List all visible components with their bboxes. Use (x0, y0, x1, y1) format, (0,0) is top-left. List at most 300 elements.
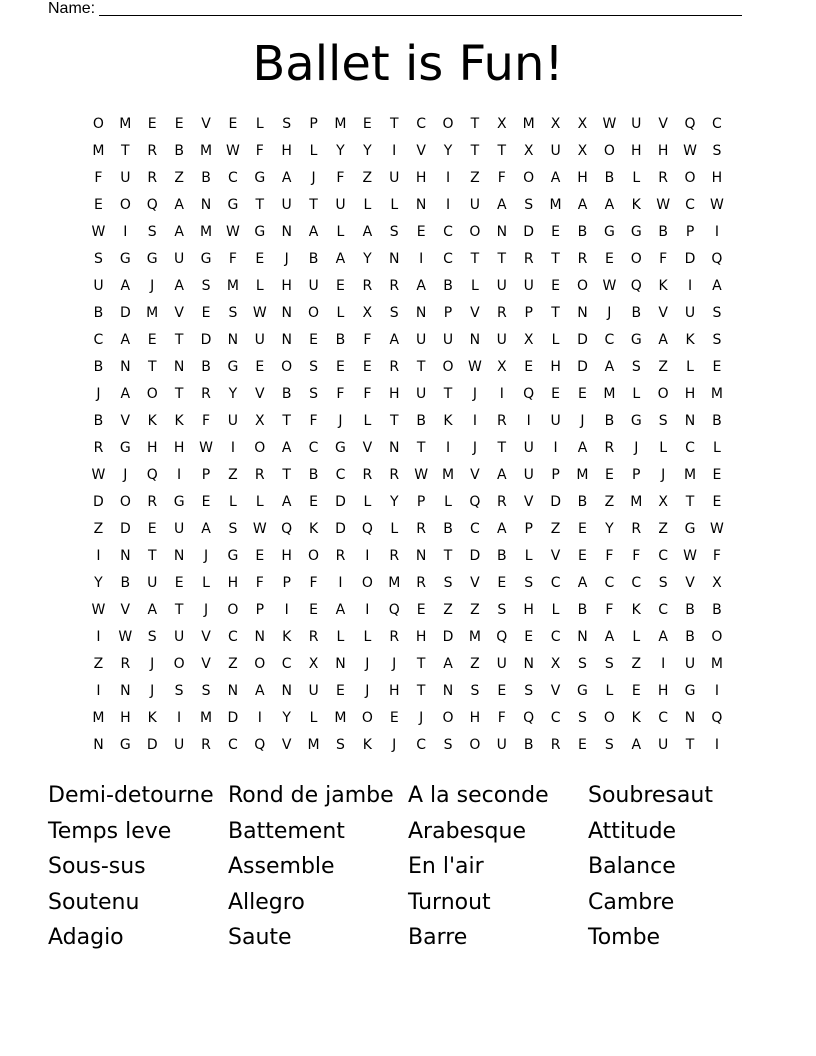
grid-letter: O (281, 359, 293, 375)
grid-letter: N (577, 305, 588, 321)
page-title: Ballet is Fun! (252, 36, 564, 92)
grid-letter: J (661, 467, 666, 483)
grid-letter: S (604, 656, 614, 672)
grid-letter: M (199, 710, 213, 726)
grid-letter: R (604, 440, 615, 456)
grid-letter: S (578, 710, 587, 726)
grid-letter: M (576, 467, 589, 483)
grid-letter: G (119, 251, 131, 267)
grid-letter: B (658, 224, 668, 240)
grid-letter: I (177, 467, 182, 483)
grid-letter: N (684, 413, 696, 429)
grid-letter: A (658, 629, 668, 645)
grid-letter: A (712, 278, 722, 294)
grid-letter: U (173, 251, 185, 267)
grid-letter: H (550, 359, 561, 375)
grid-letter: N (415, 197, 427, 213)
word-list (48, 778, 768, 956)
grid-letter: E (336, 683, 345, 699)
grid-letter: L (686, 359, 694, 375)
grid-letter: G (146, 251, 158, 267)
grid-letter: K (308, 521, 319, 537)
grid-letter: U (416, 386, 427, 402)
grid-letter: G (684, 521, 696, 537)
grid-letter: D (442, 629, 454, 645)
grid-letter: O (469, 224, 481, 240)
grid-letter: U (658, 737, 669, 753)
grid-letter: L (390, 197, 399, 213)
grid-letter: X (362, 305, 373, 321)
grid-letter: E (604, 467, 614, 483)
grid-letter: C (550, 629, 561, 645)
grid-letter: N (281, 683, 292, 699)
grid-letter: L (632, 170, 641, 186)
grid-letter: L (632, 629, 641, 645)
grid-letter: O (442, 359, 454, 375)
grid-letter: T (147, 548, 157, 564)
grid-letter: E (201, 494, 211, 510)
grid-letter: M (146, 305, 159, 321)
grid-letter: V (658, 305, 668, 321)
grid-letter: V (362, 440, 373, 456)
grid-letter: F (336, 386, 345, 402)
grid-letter: L (551, 602, 560, 618)
grid-letter: A (335, 602, 346, 618)
grid-letter: A (497, 197, 507, 213)
grid-letter: N (173, 548, 185, 564)
grid-letter: N (335, 656, 346, 672)
grid-letter: K (631, 197, 641, 213)
grid-letter: U (120, 170, 131, 186)
grid-letter: B (497, 548, 507, 564)
grid-letter: F (94, 170, 103, 186)
grid-letter: X (550, 656, 561, 672)
grid-letter: Z (93, 656, 104, 672)
grid-letter: R (362, 467, 373, 483)
grid-letter: D (577, 332, 588, 348)
word-list-item: Saute (228, 925, 292, 951)
grid-letter: W (91, 467, 106, 483)
grid-letter: R (416, 521, 426, 537)
grid-letter: B (174, 143, 184, 159)
grid-letter: C (228, 629, 238, 645)
grid-letter: A (604, 629, 615, 645)
grid-letter: T (497, 143, 507, 159)
grid-letter: O (308, 305, 320, 321)
grid-letter: R (254, 467, 265, 483)
grid-letter: C (685, 440, 695, 456)
grid-letter: P (201, 467, 211, 483)
grid-letter: E (551, 224, 561, 240)
grid-letter: U (442, 332, 454, 348)
grid-letter: R (523, 251, 534, 267)
grid-letter: N (93, 737, 104, 753)
grid-letter: U (550, 413, 561, 429)
grid-letter: B (712, 413, 722, 429)
grid-letter: L (471, 278, 479, 294)
grid-letter: S (658, 575, 668, 591)
grid-letter: T (470, 116, 480, 132)
grid-letter: R (308, 629, 319, 645)
grid-letter: J (338, 413, 343, 429)
grid-letter: N (227, 683, 239, 699)
grid-letter: S (658, 413, 668, 429)
grid-letter: N (442, 683, 454, 699)
grid-letter: D (119, 305, 131, 321)
grid-letter: X (577, 143, 588, 159)
grid-letter: J (392, 737, 397, 753)
grid-letter: U (496, 332, 507, 348)
grid-letter: D (469, 548, 481, 564)
grid-letter: Q (523, 386, 535, 402)
grid-letter: E (147, 521, 157, 537)
grid-letter: F (605, 548, 614, 564)
grid-letter: V (201, 116, 211, 132)
grid-letter: Q (146, 467, 158, 483)
grid-letter: Q (630, 278, 642, 294)
grid-letter: L (255, 494, 264, 510)
grid-letter: S (578, 656, 587, 672)
grid-letter: R (147, 494, 158, 510)
grid-letter: F (712, 548, 721, 564)
grid-letter: M (226, 278, 239, 294)
grid-letter: V (120, 413, 131, 429)
grid-letter: F (228, 251, 237, 267)
grid-letter: X (523, 332, 534, 348)
grid-letter: J (365, 656, 370, 672)
grid-letter: I (177, 710, 182, 726)
grid-letter: Z (362, 170, 373, 186)
grid-letter: K (443, 413, 453, 429)
grid-letter: O (630, 251, 642, 267)
grid-letter: O (603, 143, 615, 159)
grid-letter: I (661, 656, 666, 672)
grid-letter: S (443, 737, 453, 753)
word-list-item: Assemble (228, 854, 335, 880)
grid-letter: R (389, 548, 400, 564)
grid-letter: U (523, 467, 534, 483)
grid-letter: B (93, 359, 104, 375)
grid-letter: Q (388, 602, 400, 618)
grid-letter: E (362, 116, 372, 132)
grid-letter: G (630, 332, 642, 348)
grid-letter: O (361, 575, 373, 591)
grid-letter: E (255, 548, 265, 564)
grid-letter: S (201, 278, 211, 294)
grid-letter: W (710, 197, 724, 213)
grid-letter: R (496, 413, 507, 429)
grid-letter: M (307, 737, 320, 753)
grid-letter: I (499, 386, 504, 402)
grid-letter: B (577, 602, 588, 618)
grid-letter: L (309, 143, 318, 159)
grid-letter: O (711, 629, 723, 645)
grid-letter: L (551, 332, 560, 348)
grid-letter: G (200, 251, 212, 267)
grid-letter: R (416, 575, 426, 591)
grid-letter: A (604, 359, 615, 375)
grid-letter: R (389, 467, 400, 483)
grid-letter: I (419, 251, 424, 267)
grid-letter: A (120, 278, 131, 294)
grid-letter: Y (605, 521, 614, 537)
grid-letter: Q (281, 521, 293, 537)
grid-letter: T (416, 656, 426, 672)
grid-letter: N (200, 197, 212, 213)
grid-letter: Z (470, 656, 480, 672)
grid-letter: E (578, 521, 587, 537)
grid-letter: C (228, 170, 238, 186)
grid-letter: B (685, 602, 695, 618)
grid-letter: I (230, 440, 235, 456)
grid-letter: A (416, 278, 426, 294)
grid-letter: B (335, 332, 346, 348)
grid-letter: F (605, 602, 614, 618)
grid-letter: N (281, 305, 292, 321)
grid-letter: C (658, 710, 669, 726)
grid-letter: C (228, 737, 238, 753)
grid-letter: B (631, 305, 642, 321)
grid-letter: V (281, 737, 292, 753)
grid-letter: E (389, 710, 399, 726)
grid-letter: J (203, 602, 209, 618)
grid-letter: F (363, 386, 372, 402)
grid-letter: T (497, 440, 507, 456)
grid-letter: B (685, 629, 695, 645)
grid-letter: E (147, 116, 157, 132)
grid-letter: K (362, 737, 372, 753)
grid-letter: O (146, 386, 158, 402)
grid-letter: G (254, 170, 266, 186)
grid-letter: I (472, 413, 477, 429)
grid-letter: Y (336, 143, 345, 159)
grid-letter: J (472, 440, 477, 456)
grid-letter: R (120, 656, 131, 672)
grid-letter: A (577, 197, 588, 213)
grid-letter: H (281, 143, 292, 159)
grid-letter: R (631, 521, 642, 537)
grid-letter: T (443, 386, 453, 402)
grid-letter: N (415, 305, 427, 321)
grid-letter: M (522, 116, 535, 132)
grid-letter: S (712, 143, 722, 159)
grid-letter: F (255, 575, 264, 591)
grid-letter: Q (711, 710, 723, 726)
grid-letter: A (658, 332, 668, 348)
grid-letter: Z (228, 467, 238, 483)
grid-letter: S (309, 386, 319, 402)
grid-letter: L (363, 494, 372, 510)
grid-letter: U (523, 440, 534, 456)
grid-letter: U (684, 305, 696, 321)
grid-letter: S (336, 737, 345, 753)
grid-letter: E (309, 602, 318, 618)
grid-letter: A (389, 332, 400, 348)
grid-letter: V (550, 683, 561, 699)
grid-letter: H (120, 710, 131, 726)
grid-letter: X (577, 116, 588, 132)
grid-letter: C (631, 575, 642, 591)
grid-letter: M (441, 467, 455, 483)
grid-letter: V (201, 629, 211, 645)
grid-letter: A (174, 224, 184, 240)
name-blank-line[interactable] (99, 0, 742, 16)
grid-letter: F (336, 170, 345, 186)
grid-letter: E (631, 683, 641, 699)
grid-letter: J (607, 305, 612, 321)
grid-letter: A (497, 467, 507, 483)
grid-letter: S (631, 359, 641, 375)
grid-letter: C (550, 710, 561, 726)
grid-letter: A (255, 683, 265, 699)
grid-letter: U (93, 278, 104, 294)
grid-letter: S (389, 305, 399, 321)
grid-letter: P (309, 116, 318, 132)
grid-letter: X (712, 575, 722, 591)
grid-letter: U (281, 197, 292, 213)
grid-letter: G (684, 683, 696, 699)
grid-letter: N (173, 359, 185, 375)
word-list-item: Attitude (588, 818, 677, 844)
grid-letter: M (119, 116, 132, 132)
grid-letter: U (389, 170, 400, 186)
grid-letter: Q (523, 710, 535, 726)
grid-letter: Y (443, 143, 453, 159)
grid-letter: X (497, 359, 507, 375)
grid-letter: S (712, 332, 722, 348)
grid-letter: V (470, 467, 480, 483)
grid-letter: B (281, 386, 292, 402)
grid-letter: H (146, 440, 158, 456)
grid-letter: I (96, 629, 101, 645)
grid-letter: F (309, 575, 318, 591)
grid-letter: I (714, 224, 719, 240)
grid-letter: C (604, 575, 615, 591)
grid-letter: T (174, 332, 184, 348)
grid-letter: B (416, 413, 426, 429)
grid-letter: X (658, 494, 668, 510)
grid-letter: G (227, 548, 239, 564)
grid-letter: S (443, 575, 453, 591)
grid-letter: K (147, 710, 157, 726)
grid-letter: W (252, 305, 267, 321)
grid-letter: S (524, 683, 534, 699)
grid-letter: P (685, 224, 695, 240)
grid-letter: I (96, 548, 101, 564)
grid-letter: G (630, 224, 642, 240)
grid-letter: V (550, 548, 561, 564)
grid-letter: S (147, 224, 157, 240)
grid-letter: U (469, 197, 481, 213)
grid-letter: H (388, 386, 400, 402)
grid-letter: N (120, 548, 131, 564)
grid-letter: J (472, 386, 477, 402)
grid-letter: M (549, 197, 562, 213)
grid-letter: C (308, 440, 319, 456)
grid-letter: T (416, 683, 426, 699)
grid-letter: W (118, 629, 133, 645)
grid-letter: L (255, 116, 264, 132)
grid-letter: T (685, 737, 695, 753)
grid-letter: R (389, 629, 400, 645)
grid-letter: C (470, 521, 480, 537)
grid-letter: A (604, 197, 615, 213)
grid-letter: F (497, 170, 506, 186)
grid-letter: K (174, 413, 184, 429)
grid-letter: E (524, 359, 534, 375)
grid-letter: V (255, 386, 265, 402)
grid-letter: C (604, 332, 615, 348)
grid-letter: G (335, 440, 346, 456)
grid-letter: T (470, 251, 480, 267)
grid-letter: L (524, 548, 533, 564)
grid-letter: O (173, 656, 185, 672)
grid-letter: Y (363, 251, 372, 267)
grid-letter: I (526, 413, 531, 429)
grid-letter: D (523, 224, 535, 240)
grid-letter: A (577, 440, 588, 456)
grid-letter: D (93, 494, 104, 510)
grid-letter: J (634, 440, 639, 456)
word-list-item: Barre (408, 925, 468, 951)
grid-letter: O (442, 116, 454, 132)
grid-letter: Z (174, 170, 184, 186)
grid-letter: M (92, 143, 105, 159)
grid-letter: E (309, 494, 318, 510)
grid-letter: V (685, 575, 695, 591)
grid-letter: D (200, 332, 212, 348)
grid-letter: J (150, 278, 155, 294)
grid-letter: P (282, 575, 291, 591)
grid-letter: K (282, 629, 292, 645)
grid-letter: L (363, 629, 372, 645)
grid-letter: R (496, 305, 507, 321)
grid-letter: D (684, 251, 696, 267)
grid-letter: O (254, 656, 266, 672)
grid-letter: E (147, 332, 157, 348)
grid-letter: X (308, 656, 319, 672)
grid-letter: A (147, 602, 158, 618)
grid-letter: T (389, 413, 399, 429)
grid-letter: T (551, 251, 560, 267)
grid-letter: T (282, 413, 291, 429)
grid-letter: A (631, 737, 642, 753)
grid-letter: W (602, 278, 617, 294)
grid-letter: G (227, 197, 239, 213)
name-field[interactable] (48, 0, 742, 18)
grid-letter: O (361, 710, 373, 726)
grid-letter: L (632, 386, 641, 402)
grid-letter: E (416, 602, 426, 618)
grid-letter: D (335, 494, 346, 510)
grid-letter: A (550, 170, 561, 186)
grid-letter: Y (363, 143, 372, 159)
grid-letter: S (470, 683, 480, 699)
grid-letter: A (281, 440, 292, 456)
grid-letter: S (524, 197, 534, 213)
grid-letter: I (123, 224, 128, 240)
grid-letter: C (443, 224, 453, 240)
grid-letter: E (94, 197, 103, 213)
grid-letter: A (174, 278, 184, 294)
grid-letter: H (657, 143, 669, 159)
grid-letter: A (201, 521, 211, 537)
grid-letter: I (553, 440, 558, 456)
grid-letter: S (604, 737, 614, 753)
grid-letter: O (308, 548, 320, 564)
grid-letter: C (416, 116, 427, 132)
name-label: Name: (48, 0, 96, 17)
